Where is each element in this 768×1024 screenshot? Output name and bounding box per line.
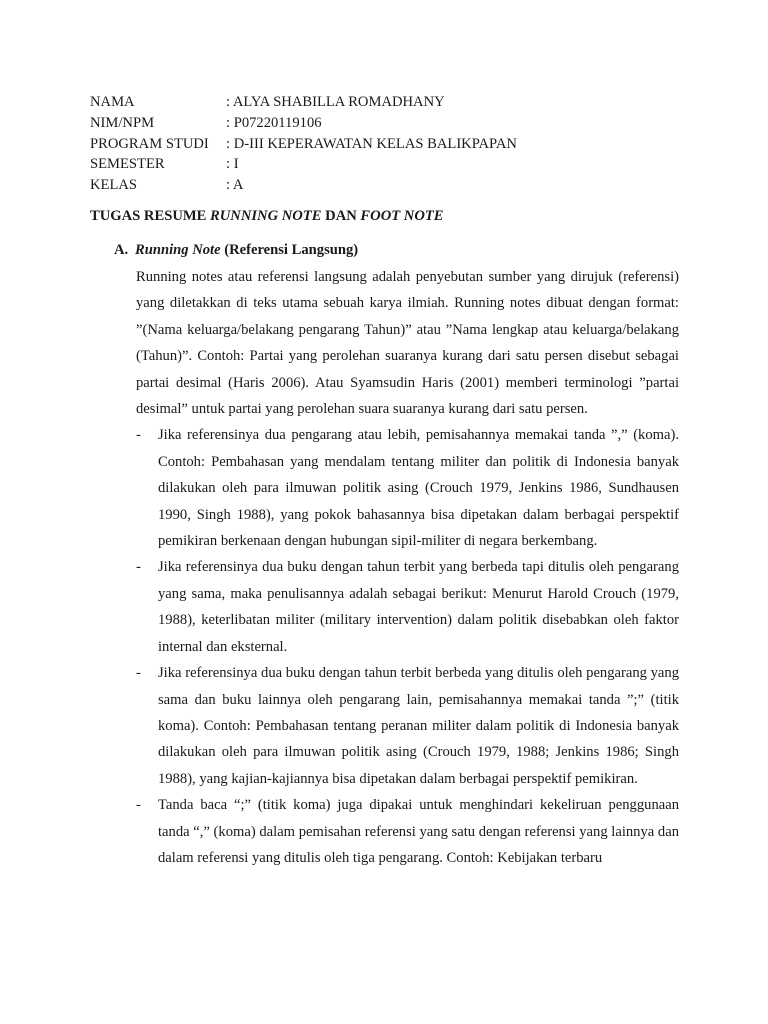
section-heading-italic: Running Note	[135, 242, 221, 258]
title-part: TUGAS RESUME	[90, 208, 211, 224]
section-content	[136, 264, 679, 871]
section-heading	[114, 240, 358, 260]
list-item	[136, 554, 679, 660]
list-item	[136, 792, 679, 871]
document-title	[90, 206, 444, 226]
list-item	[136, 660, 679, 792]
bullet-marker: -	[136, 665, 141, 682]
identity-row-nim	[90, 113, 690, 134]
bullet-marker: -	[136, 427, 141, 444]
identity-label: SEMESTER	[90, 156, 165, 173]
identity-label: KELAS	[90, 177, 138, 194]
identity-label: NIM/NPM	[90, 114, 155, 131]
list-item-text: Jika referensinya dua pengarang atau lebih, pemisahannya memakai tanda ”,” (koma). Contoh: Pembahasan yang mendalam tentang militer dan politik di Indonesia banyak dilakukan oleh para ilmuwan politik asing (Crouch 1979, Jenkins 1986, Sundhausen 1990, Singh 1988), yang pokok bahasannya bisa dipetakan dalam berbagai perspektif pemikiran berkenaan dengan hubungan sipil-militer di negara berkembang.	[158, 427, 679, 550]
list-item-text: Jika referensinya dua buku dengan tahun terbit yang berbeda tapi ditulis oleh pengarang yang sama, maka penulisannya adalah sebagai berikut: Menurut Harold Crouch (1979, 1988), keterlibatan militer (military intervention) dalam politik disebabkan oleh faktor internal dan eksternal.	[158, 559, 679, 655]
identity-row-kelas	[90, 175, 690, 196]
bullet-list	[136, 422, 679, 871]
bullet-marker: -	[136, 797, 141, 814]
section-letter: A.	[114, 242, 129, 258]
identity-block	[90, 92, 690, 196]
identity-value: : ALYA SHABILLA ROMADHANY	[226, 94, 445, 110]
identity-label: PROGRAM STUDI	[90, 135, 209, 152]
list-item	[136, 422, 679, 554]
title-part-italic: FOOT NOTE	[360, 208, 444, 224]
title-part: DAN	[321, 208, 361, 224]
bullet-marker: -	[136, 559, 141, 576]
identity-label: NAMA	[90, 94, 135, 110]
identity-value: : A	[226, 177, 244, 194]
identity-row-semester	[90, 154, 690, 175]
identity-row-program-studi	[90, 134, 690, 155]
identity-value: : P07220119106	[226, 114, 322, 131]
identity-value: : I	[226, 156, 239, 173]
list-item-text: Jika referensinya dua buku dengan tahun terbit berbeda yang ditulis oleh pengarang yang sama dan buku lainnya oleh pengarang lain, pemisahannya memakai tanda ”;” (titik koma). Contoh: Pembahasan tentang peranan militer dalam politik di Indonesia banyak dilakukan oleh para ilmuwan politik asing (Crouch 1979, 1988; Jenkins 1986; Singh 1988), yang kajian-kajiannya bisa dipetakan dalam berbagai perspektif pemikiran.	[158, 665, 679, 787]
section-heading-rest: (Referensi Langsung)	[220, 242, 359, 258]
identity-value: : D-III KEPERAWATAN KELAS BALIKPAPAN	[226, 135, 517, 152]
title-part-italic: RUNNING NOTE	[210, 208, 322, 224]
identity-row-nama	[90, 92, 690, 113]
intro-paragraph: Running notes atau referensi langsung adalah penyebutan sumber yang dirujuk (referensi) yang diletakkan di teks utama sebuah karya ilmiah. Running notes dibuat dengan format: ”(Nama keluarga/belakang pengarang Tahun)” atau ”Nama lengkap atau keluarga/belakang (Tahun)”. Contoh: Partai yang perolehan suaranya kurang dari satu persen disebut sebagai partai desimal (Haris 2006). Atau Syamsudin Haris (2001) memberi terminologi ”partai desimal” untuk partai yang perolehan suara suaranya kurang dari satu persen.	[136, 269, 679, 418]
list-item-text: Tanda baca “;” (titik koma) juga dipakai untuk menghindari kekeliruan penggunaan tanda “,” (koma) dalam pemisahan referensi yang satu dengan referensi yang lainnya dan dalam referensi yang ditulis oleh tiga pengarang. Contoh: Kebijakan terbaru	[158, 797, 679, 866]
